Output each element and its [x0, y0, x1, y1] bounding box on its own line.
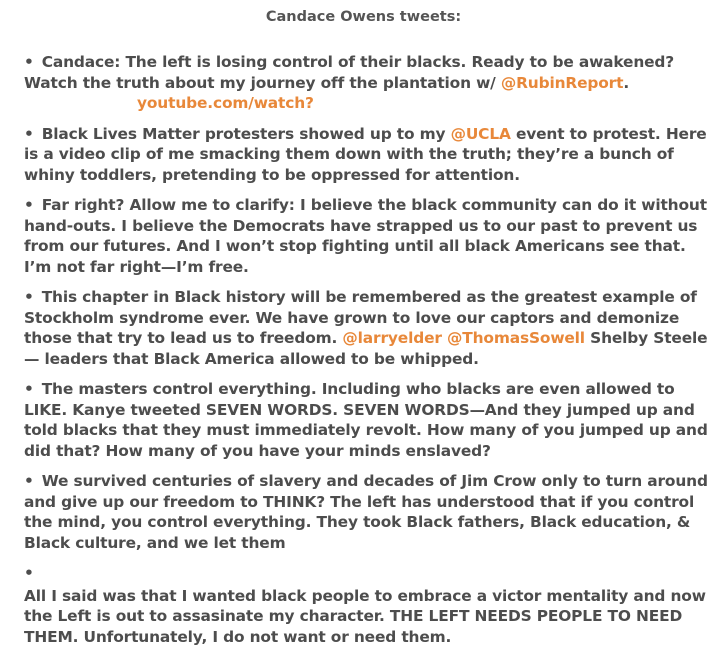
- bullet-icon: •: [24, 53, 34, 71]
- tweet-item: [24, 124, 710, 186]
- tweet-text: We survived centuries of slavery and decades of Jim Crow only to turn around and give up our freedom to THINK? The left has understood that if you control the mind, you control everything. They took Black fathers, Black education, & Black culture, and we let them: [24, 472, 708, 552]
- mention-link[interactable]: @larryelder: [342, 329, 442, 347]
- tweet-item: [24, 471, 710, 553]
- tweet-text: event to protest. Here is a video clip of me smacking them down with the truth; they’re a bunch of whiny toddlers, pretending to be oppressed for attention.: [24, 124, 707, 184]
- mention-link[interactable]: @RubinReport: [500, 73, 624, 92]
- tweet-list: [24, 52, 710, 657]
- youtube-link[interactable]: youtube.com/watch?: [137, 94, 314, 112]
- mention-link[interactable]: @ThomasSowell: [447, 329, 585, 347]
- tweet-text: .: [623, 73, 630, 92]
- tweet-text: The masters control everything. Including who blacks are even allowed to LIKE. Kanye tweeted SEVEN WORDS. SEVEN WORDS—And they jumped up and told blacks that they must immediately revolt. How many of you jumped up and did that? How many of you have your minds enslaved?: [24, 380, 708, 460]
- tweet-item: [24, 379, 710, 461]
- bullet-icon: •: [24, 380, 34, 398]
- tweet-text: Candace: The left is losing control of their blacks. Ready to be awakened? Watch the truth about my journey off the plantation w/: [24, 53, 675, 92]
- mention-link[interactable]: @UCLA: [450, 124, 511, 143]
- bullet-icon: •: [24, 564, 34, 582]
- tweet-text: Shelby Steele— leaders that Black America allowed to be whipped.: [24, 329, 708, 368]
- tweet-text: This chapter in Black history will be remembered as the greatest example of Stockholm syndrome ever. We have grown to love our captors and demonize those that try to lead us to freedom.: [24, 288, 697, 347]
- page-title: Candace Owens tweets:: [265, 9, 462, 25]
- tweet-item: [24, 52, 710, 114]
- bullet-icon: •: [24, 196, 34, 214]
- tweet-item: [24, 287, 710, 369]
- tweet-item: [24, 563, 710, 647]
- tweet-text: Far right? Allow me to clarify: I believe the black community can do it without hand-outs. I believe the Democrats have strapped us to our past to prevent us from our futures. And I won’t stop fighting until all black Americans see that. I’m not far right—I’m free.: [24, 196, 707, 276]
- tweet-item: [24, 195, 710, 277]
- bullet-icon: •: [24, 288, 34, 306]
- bullet-icon: •: [24, 124, 34, 143]
- tweet-text: All I said was that I wanted black people to embrace a victor mentality and now the Left is out to assasinate my character. THE LEFT NEEDS PEOPLE TO NEED THEM. Unfortunately, I do not want or need them.: [24, 586, 706, 646]
- bullet-icon: •: [24, 472, 34, 490]
- tweet-text: Black Lives Matter protesters showed up to my: [41, 124, 451, 143]
